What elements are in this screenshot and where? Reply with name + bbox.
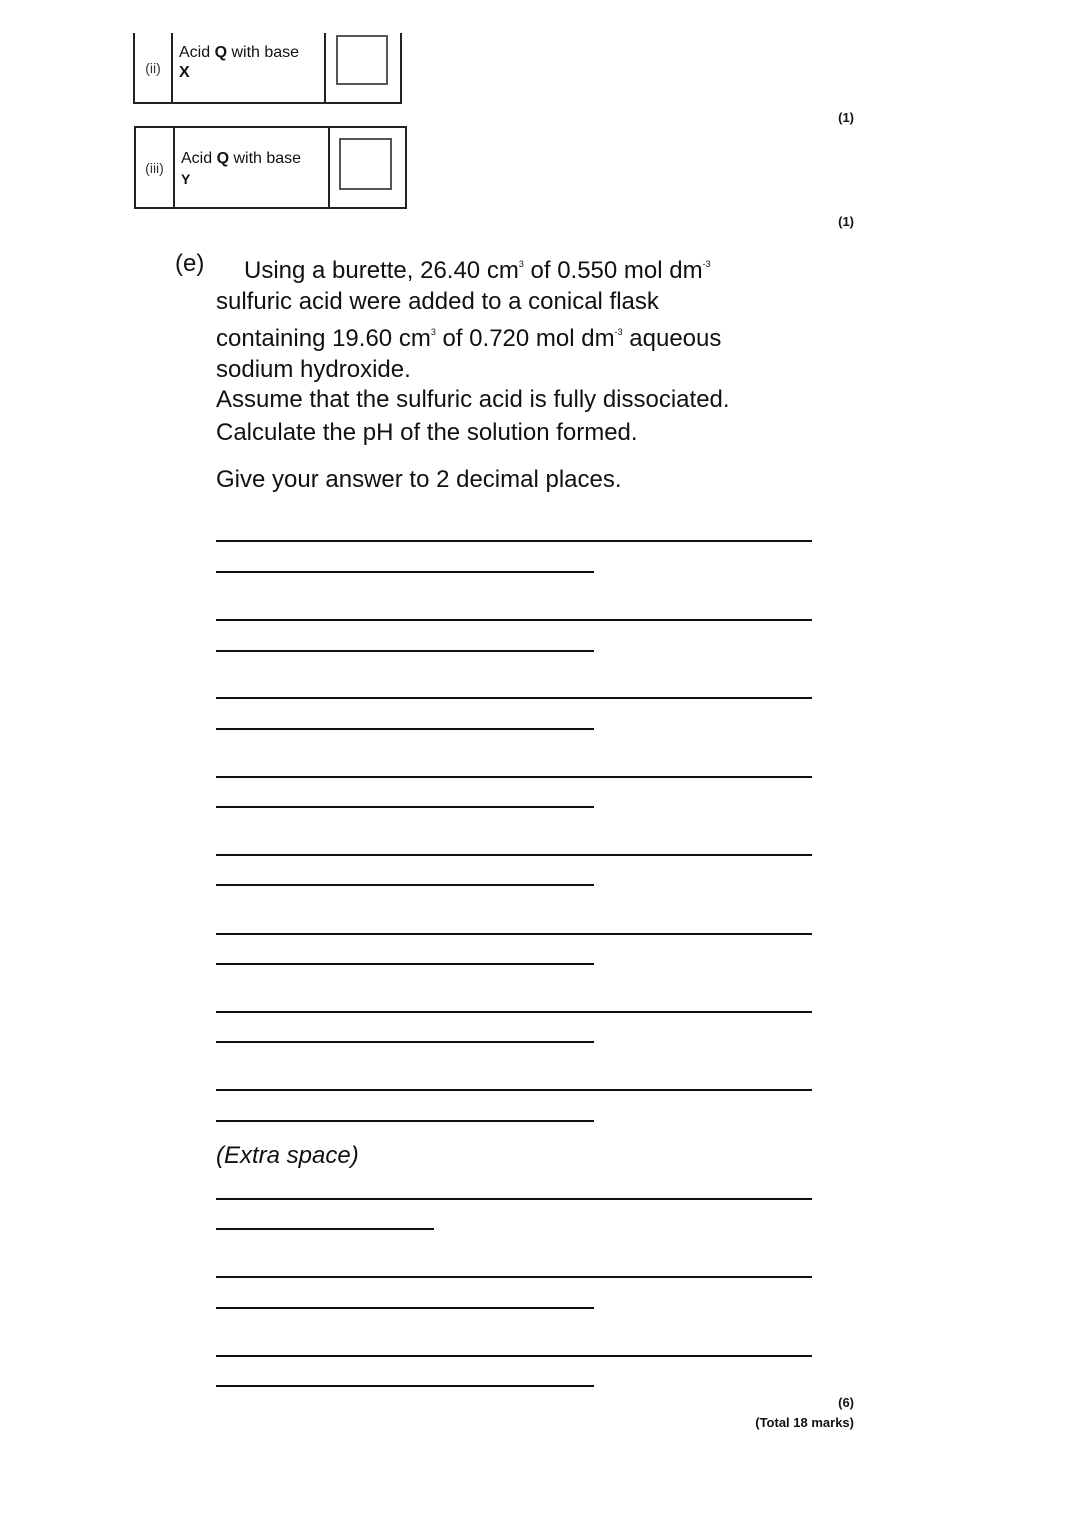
extra-answer-line[interactable] xyxy=(216,1355,812,1357)
answer-line[interactable] xyxy=(216,1041,594,1043)
answer-line[interactable] xyxy=(216,1011,812,1013)
option-base: Y xyxy=(181,171,191,187)
answer-line[interactable] xyxy=(216,963,594,965)
option-description: Acid Q with base Y xyxy=(175,128,330,207)
answer-line[interactable] xyxy=(216,1089,812,1091)
answer-line[interactable] xyxy=(216,728,594,730)
extra-answer-line[interactable] xyxy=(216,1307,594,1309)
answer-line[interactable] xyxy=(216,697,812,699)
total-marks: (Total 18 marks) xyxy=(755,1415,854,1430)
answer-line[interactable] xyxy=(216,933,812,935)
instruction-decimal-places: Give your answer to 2 decimal places. xyxy=(216,466,622,493)
answer-line[interactable] xyxy=(216,806,594,808)
mark-iii: (1) xyxy=(838,214,854,229)
answer-line[interactable] xyxy=(216,540,812,542)
option-number: (iii) xyxy=(136,128,175,207)
option-row-iii xyxy=(134,126,407,209)
mark-ii: (1) xyxy=(838,110,854,125)
option-description: Acid Q with base X xyxy=(173,33,326,102)
extra-answer-line[interactable] xyxy=(216,1198,812,1200)
answer-checkbox-ii[interactable] xyxy=(336,35,388,85)
question-e-label: (e) xyxy=(175,250,205,277)
extra-answer-line[interactable] xyxy=(216,1276,812,1278)
answer-line[interactable] xyxy=(216,1120,594,1122)
instruction-calculate: Calculate the pH of the solution formed. xyxy=(216,419,638,446)
answer-line[interactable] xyxy=(216,571,594,573)
mark-e: (6) xyxy=(838,1395,854,1410)
answer-line[interactable] xyxy=(216,776,812,778)
answer-checkbox-iii[interactable] xyxy=(339,138,392,190)
answer-line[interactable] xyxy=(216,619,812,621)
answer-line[interactable] xyxy=(216,854,812,856)
option-number: (ii) xyxy=(135,33,173,102)
extra-space-label: (Extra space) xyxy=(216,1142,359,1169)
option-row-ii xyxy=(133,33,402,104)
extra-answer-line[interactable] xyxy=(216,1385,594,1387)
option-base: X xyxy=(179,64,190,81)
extra-answer-line[interactable] xyxy=(216,1228,434,1230)
question-e-text: Using a burette, 26.40 $cm^3$ of 0.550 mol $dm^{-3}$ sulfuric acid were added to a conical flask containing 19.60 $cm^3$ of 0.720 mol $dm^{-3}$ aqueous sodium hydroxide. Assume that the sulfuric acid is fully dissociated. xyxy=(216,257,730,413)
answer-line[interactable] xyxy=(216,650,594,652)
answer-line[interactable] xyxy=(216,884,594,886)
